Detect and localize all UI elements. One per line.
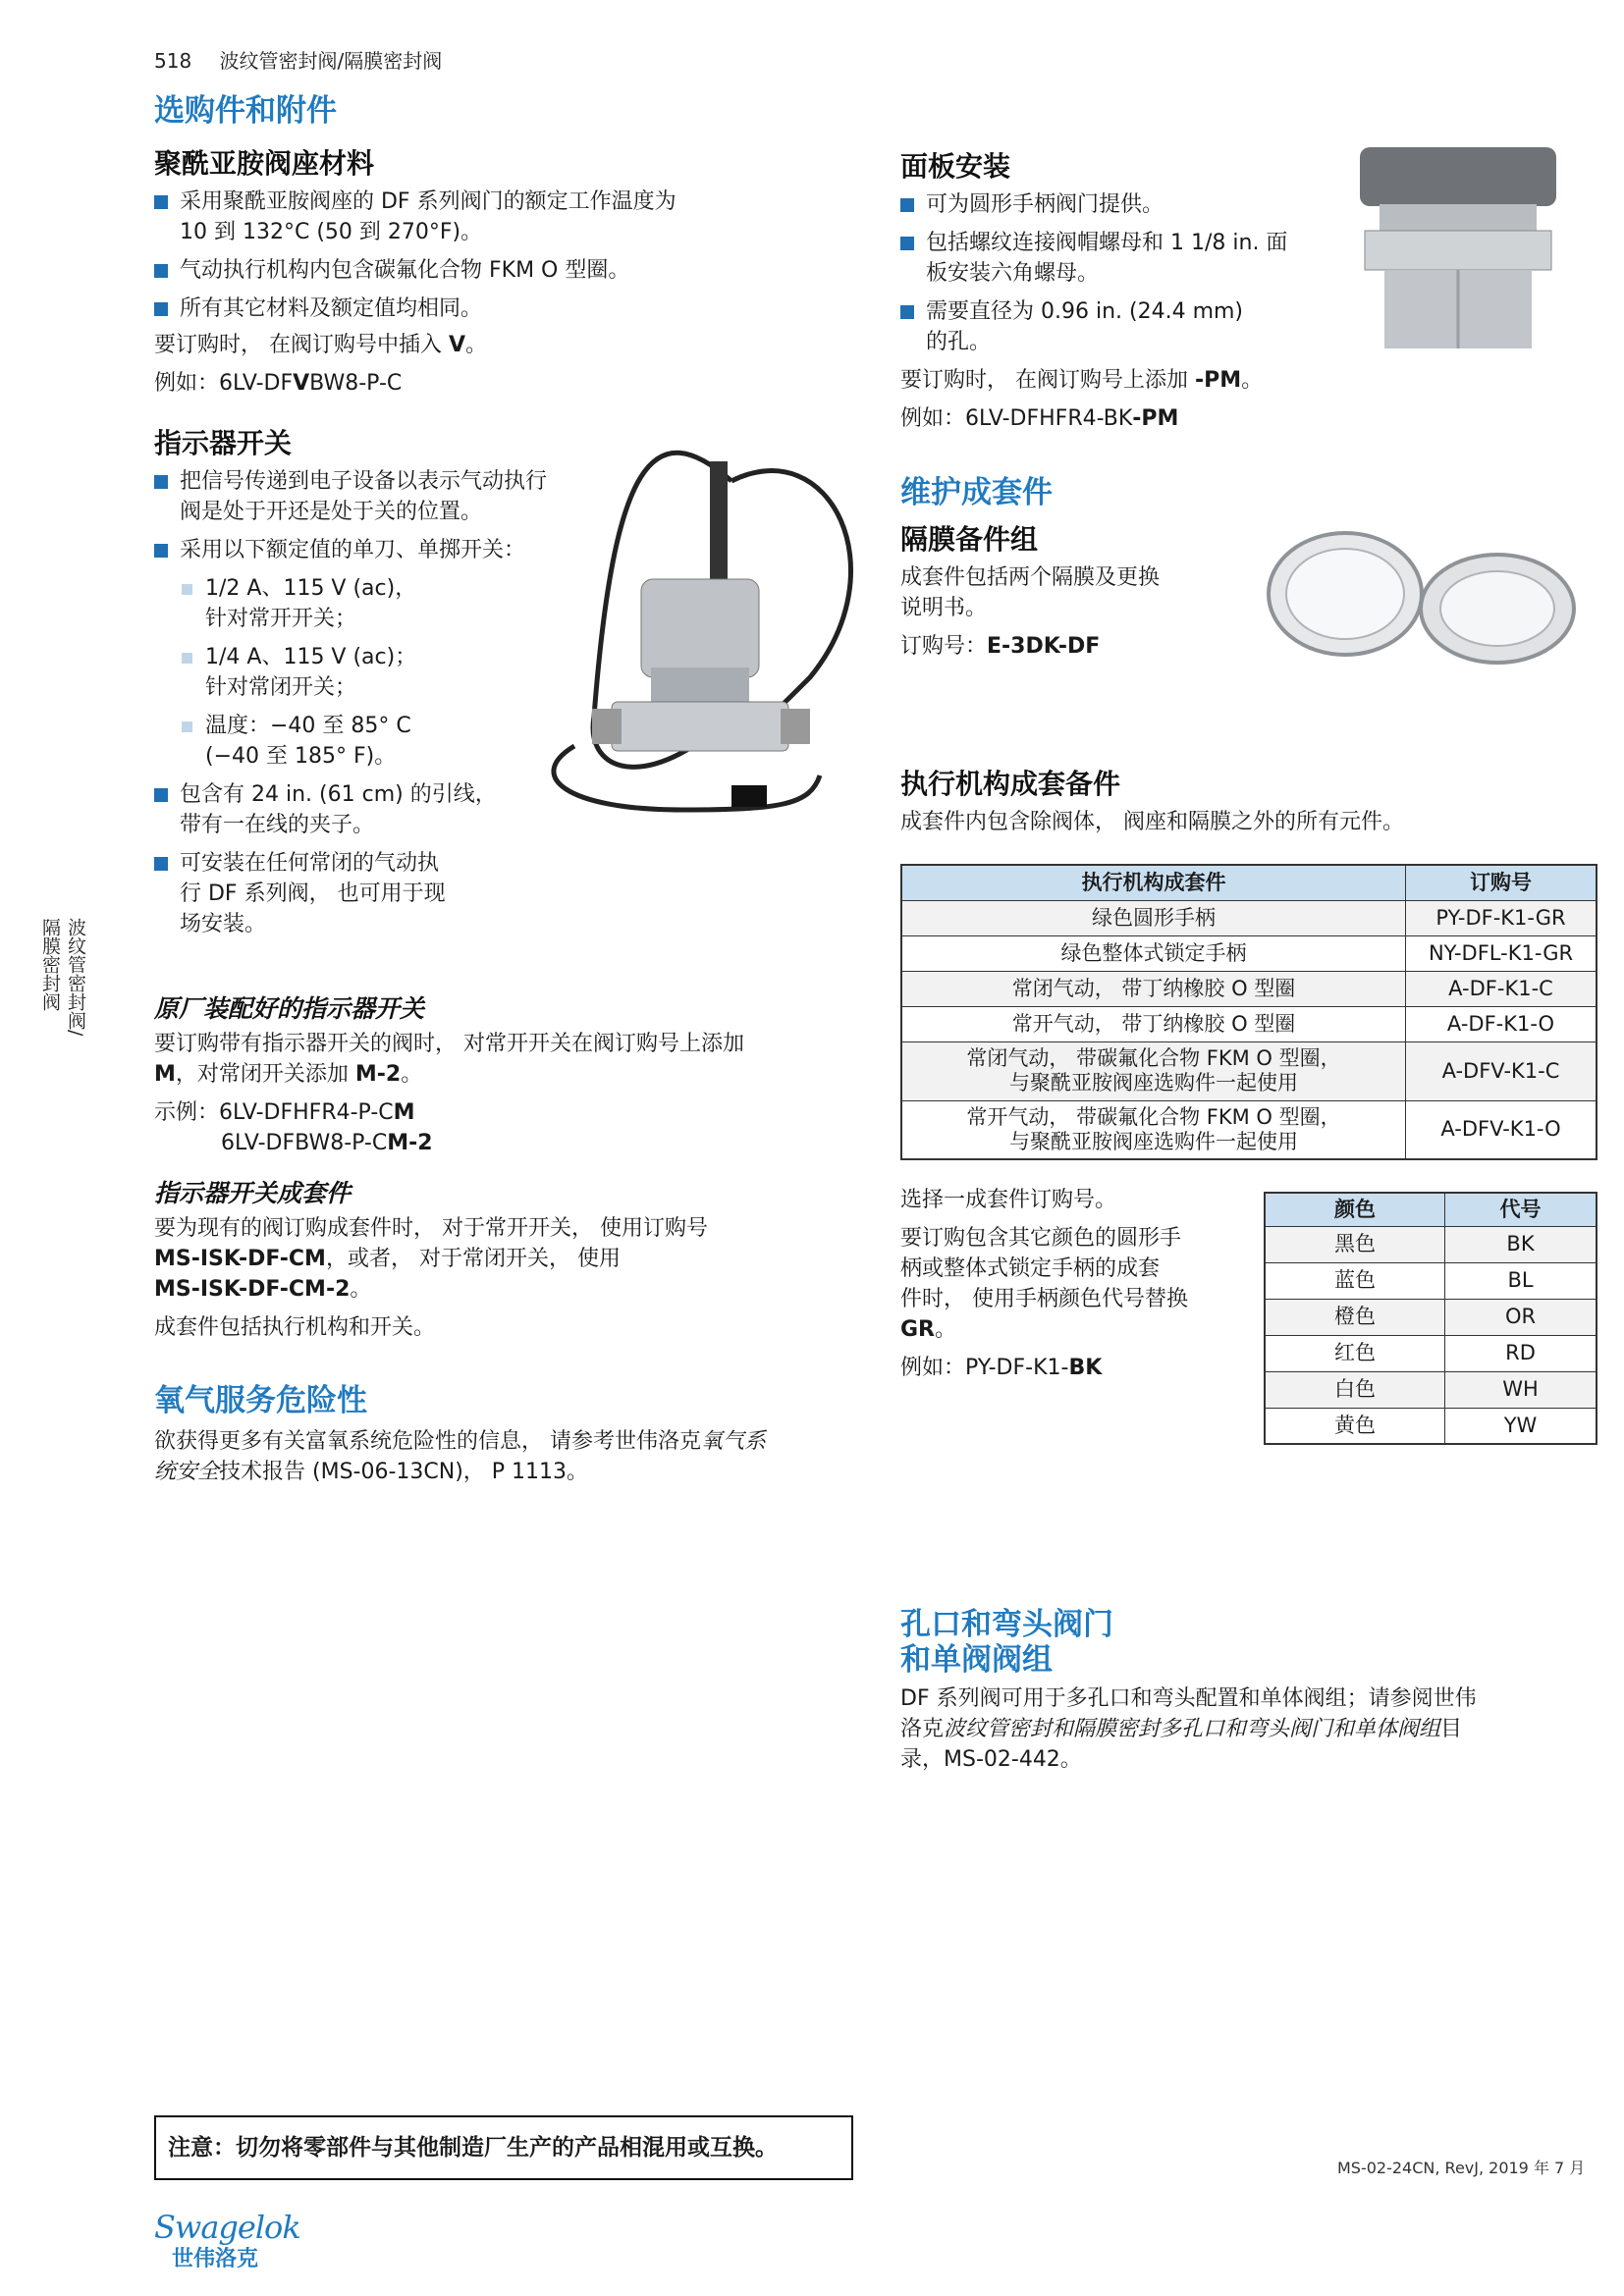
table-row	[1265, 1299, 1597, 1335]
swagelok-logo	[154, 2209, 300, 2272]
table-row	[1265, 1371, 1597, 1408]
page-header	[154, 45, 442, 74]
maint-sub-title: 隔膜备件组	[900, 523, 1039, 556]
factory-line1: 要订购带有指示器开关的阀时， 对常开开关在阀订购号上添加	[154, 1032, 744, 1056]
table-cell: 蓝色	[1265, 1262, 1445, 1299]
table-cell: BL	[1445, 1262, 1597, 1299]
orifice-line3: 录，MS-02-442。	[900, 1747, 1082, 1772]
oxygen-title: 氧气服务危险性	[154, 1383, 367, 1418]
table-cell: A-DFV-K1-C	[1406, 1041, 1597, 1100]
sidebar-label: 波纹管密封阀/ 隔膜密封阀	[39, 918, 86, 1037]
color-example: 例如：PY-DF-K1-BK	[900, 1356, 1103, 1380]
oxygen-section	[154, 1383, 861, 1487]
table-cell: A-DF-K1-C	[1406, 971, 1597, 1006]
table-cell: A-DFV-K1-O	[1406, 1100, 1597, 1159]
orifice-line2: 洛克波纹管密封和隔膜密封多孔口和弯头阀门和单体阀组目	[900, 1717, 1463, 1741]
factory-line2: M，对常闭开关添加 M-2。	[154, 1062, 423, 1087]
kit-line1: 要为现有的阀订购成套件时， 对于常开开关， 使用订购号	[154, 1216, 708, 1241]
panel-bullet: 需要直径为 0.96 in. (24.4 mm) 的孔。	[900, 296, 1352, 357]
color-code-table	[1264, 1192, 1597, 1445]
table-row	[901, 935, 1597, 971]
table-cell: WH	[1445, 1371, 1597, 1408]
table-cell: 绿色圆形手柄	[901, 900, 1406, 935]
color-select: 选择一成套件订购号。	[900, 1188, 1117, 1212]
table-row	[1265, 1335, 1597, 1371]
table-cell: RD	[1445, 1335, 1597, 1371]
table-row	[901, 971, 1597, 1006]
factory-example-1: 示例：6LV-DFHFR4-P-CM	[154, 1100, 415, 1125]
table-row	[1265, 1226, 1597, 1262]
table-cell: 常闭气动， 带碳氟化合物 FKM O 型圈， 与聚酰亚胺阀座选购件一起使用	[901, 1041, 1406, 1100]
table-cell: NY-DFL-K1-GR	[1406, 935, 1597, 971]
oxygen-line2: 统安全技术报告 (MS-06-13CN)， P 1113。	[154, 1460, 589, 1484]
kit-title: 指示器开关成套件	[154, 1179, 352, 1207]
table-row	[901, 900, 1597, 935]
indicator-sub-bullet: 温度：−40 至 85° C (−40 至 185° F)。	[180, 711, 606, 772]
color-code-line: GR。	[900, 1317, 957, 1342]
warning-note: 注意：切勿将零部件与其他制造厂生产的产品相混用或互换。	[154, 2115, 853, 2180]
table-header: 订购号	[1406, 865, 1597, 900]
actuator-title: 执行机构成套备件	[900, 768, 1121, 800]
indicator-sub-bullet: 1/2 A、115 V (ac)， 针对常开开关；	[180, 573, 606, 634]
indicator-bullet: 包含有 24 in. (61 cm) 的引线， 带有一在线的夹子。	[154, 779, 606, 840]
table-cell: OR	[1445, 1299, 1597, 1335]
maint-section	[900, 523, 1224, 662]
panel-bullet: 包括螺纹连接阀帽螺母和 1 1/8 in. 面 板安装六角螺母。	[900, 228, 1352, 289]
seat-section	[154, 147, 743, 399]
indicator-title: 指示器开关	[154, 427, 293, 459]
kit-line4: 成套件包括执行机构和开关。	[154, 1315, 436, 1340]
panel-example: 例如：6LV-DFHFR4-BK-PM	[900, 406, 1179, 431]
diaphragm-image	[1257, 510, 1581, 677]
seat-order: 要订购时， 在阀订购号中插入 V。	[154, 333, 488, 357]
table-cell: PY-DF-K1-GR	[1406, 900, 1597, 935]
orifice-section	[900, 1607, 1588, 1775]
table-row	[1265, 1408, 1597, 1444]
actuator-desc: 成套件内包含除阀体， 阀座和隔膜之外的所有元件。	[900, 810, 1404, 834]
table-cell: 黑色	[1265, 1226, 1445, 1262]
panel-order: 要订购时， 在阀订购号上添加 -PM。	[900, 368, 1264, 393]
table-row	[901, 1100, 1597, 1159]
seat-bullet: 采用聚酰亚胺阀座的 DF 系列阀门的额定工作温度为 10 到 132°C (50 到 270°F)。	[154, 187, 743, 247]
actuator-section	[900, 768, 1588, 837]
header-title: 波纹管密封阀/隔膜密封阀	[219, 49, 443, 73]
indicator-switch-image	[535, 422, 869, 859]
doc-reference: MS-02-24CN, RevJ, 2019 年 7 月	[1337, 2159, 1586, 2177]
factory-title: 原厂装配好的指示器开关	[154, 994, 425, 1023]
color-desc: 要订购包含其它颜色的圆形手 柄或整体式锁定手柄的成套 件时， 使用手柄颜色代号替换	[900, 1226, 1188, 1311]
factory-section	[154, 993, 841, 1158]
indicator-bullet: 采用以下额定值的单刀、单掷开关：	[154, 535, 606, 565]
page-number: 518	[154, 49, 192, 73]
orifice-title-2: 和单阀阀组	[900, 1642, 1053, 1678]
table-cell: 白色	[1265, 1371, 1445, 1408]
logo-text-cn: 世伟洛克	[172, 2247, 259, 2271]
maint-desc: 成套件包括两个隔膜及更换 说明书。	[900, 565, 1161, 620]
seat-bullet: 气动执行机构内包含碳氟化合物 FKM O 型圈。	[154, 255, 743, 286]
table-cell: 橙色	[1265, 1299, 1445, 1335]
kit-line2: MS-ISK-DF-CM，或者， 对于常闭开关， 使用	[154, 1247, 621, 1271]
table-header: 颜色	[1265, 1193, 1445, 1226]
table-cell: 常开气动， 带碳氟化合物 FKM O 型圈， 与聚酰亚胺阀座选购件一起使用	[901, 1100, 1406, 1159]
kit-section	[154, 1178, 841, 1343]
table-cell: 常开气动， 带丁纳橡胶 O 型圈	[901, 1006, 1406, 1041]
table-cell: BK	[1445, 1226, 1597, 1262]
table-header: 执行机构成套件	[901, 865, 1406, 900]
seat-example: 例如：6LV-DFVBW8-P-C	[154, 371, 403, 396]
maint-title: 维护成套件	[900, 475, 1053, 510]
table-cell: A-DF-K1-O	[1406, 1006, 1597, 1041]
panel-mount-image	[1360, 147, 1556, 348]
logo-text-en: Swagelok	[154, 2209, 300, 2246]
orifice-line1: DF 系列阀可用于多孔口和弯头配置和单体阀组；请参阅世伟	[900, 1686, 1477, 1711]
table-row	[901, 1006, 1597, 1041]
table-row	[1265, 1262, 1597, 1299]
table-cell: YW	[1445, 1408, 1597, 1444]
table-cell: 黄色	[1265, 1408, 1445, 1444]
panel-section	[900, 150, 1352, 434]
table-header: 代号	[1445, 1193, 1597, 1226]
panel-bullet: 可为圆形手柄阀门提供。	[900, 189, 1352, 220]
oxygen-line1: 欲获得更多有关富氧系统危险性的信息， 请参考世伟洛克氧气系	[154, 1429, 767, 1454]
table-header-row	[901, 865, 1597, 900]
indicator-sub-bullet: 1/4 A、115 V (ac)； 针对常闭开关；	[180, 642, 606, 703]
table-row	[901, 1041, 1597, 1100]
seat-title: 聚酰亚胺阀座材料	[154, 147, 375, 180]
table-cell: 红色	[1265, 1335, 1445, 1371]
table-cell: 绿色整体式锁定手柄	[901, 935, 1406, 971]
indicator-bullet: 把信号传递到电子设备以表示气动执行 阀是处于开还是处于关的位置。	[154, 466, 606, 527]
table-header-row	[1265, 1193, 1597, 1226]
seat-bullet: 所有其它材料及额定值均相同。	[154, 294, 743, 324]
indicator-bullet: 可安装在任何常闭的气动执 行 DF 系列阀， 也可用于现 场安装。	[154, 848, 606, 939]
panel-title: 面板安装	[900, 150, 1011, 183]
section-title-options: 选购件和附件	[154, 93, 337, 129]
factory-example-2: 6LV-DFBW8-P-CM-2	[221, 1131, 433, 1155]
actuator-kit-table	[900, 864, 1597, 1160]
maint-order: 订购号：E-3DK-DF	[900, 634, 1101, 659]
color-section	[900, 1185, 1244, 1383]
table-cell: 常闭气动， 带丁纳橡胶 O 型圈	[901, 971, 1406, 1006]
kit-line3: MS-ISK-DF-CM-2。	[154, 1277, 372, 1302]
orifice-title-1: 孔口和弯头阀门	[900, 1607, 1113, 1642]
